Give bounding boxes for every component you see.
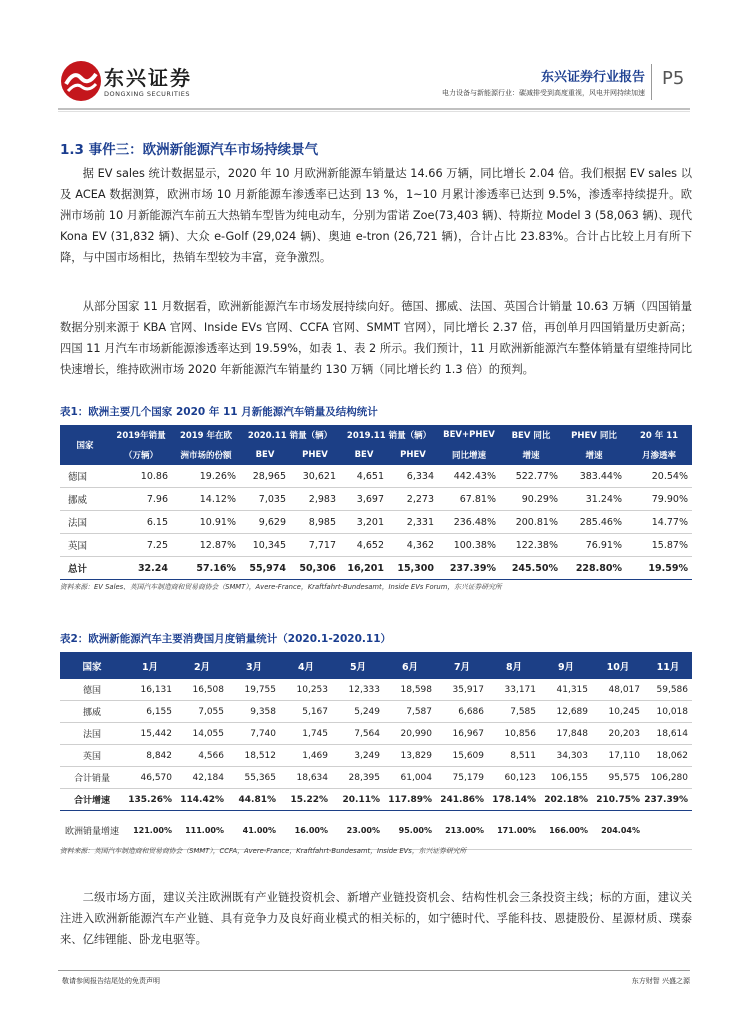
table2-cell: 12,333: [332, 679, 384, 701]
table1-row: [60, 465, 692, 488]
report-subtitle: 电力设备与新能源行业：碳减排受到高度重视，风电并网持续加速: [442, 89, 645, 97]
table2-row-label: 德国: [60, 679, 124, 701]
table1-total-cell: 237.39%: [438, 557, 500, 580]
table1-header-cell: BEV: [240, 445, 290, 465]
table1-cell: 19.26%: [172, 465, 240, 488]
table2-cell: 18,614: [644, 723, 692, 745]
table1-header-row-1: [60, 425, 692, 445]
table2-growth-label: 合计增速: [60, 789, 124, 811]
table2-header-cell: 8月: [488, 652, 540, 679]
table1-row-label: 英国: [60, 534, 110, 557]
table1-header-cell: 20 年 11: [626, 425, 692, 445]
table1-cell: 30,621: [290, 465, 340, 488]
table1-cell: 31.24%: [562, 488, 626, 511]
table2-header-cell: 9月: [540, 652, 592, 679]
table1-total-cell: 57.16%: [172, 557, 240, 580]
table2-header-cell: 11月: [644, 652, 692, 679]
table1-cell: 10.91%: [172, 511, 240, 534]
table2-cell: 4,566: [176, 745, 228, 767]
report-title: 东兴证券行业报告: [540, 70, 645, 85]
table2-header-cell: 6月: [384, 652, 436, 679]
table2-header-cell: 10月: [592, 652, 644, 679]
table2-europe-cell: 166.00%: [540, 811, 592, 850]
table1-cell: 285.46%: [562, 511, 626, 534]
table1-cell: 8,985: [290, 511, 340, 534]
table1-row-label: 挪威: [60, 488, 110, 511]
table1-cell: 6.15: [110, 511, 172, 534]
table2-header-cell: 3月: [228, 652, 280, 679]
table1-cell: 7.96: [110, 488, 172, 511]
table2-cell: 42,184: [176, 767, 228, 789]
table1: [60, 425, 692, 580]
table2-header-cell: 1月: [124, 652, 176, 679]
table2-cell: 10,253: [280, 679, 332, 701]
table1-cell: 3,201: [340, 511, 388, 534]
table1-cell: 100.38%: [438, 534, 500, 557]
table1-cell: 12.87%: [172, 534, 240, 557]
table2-cell: 18,634: [280, 767, 332, 789]
table2-cell: 7,587: [384, 701, 436, 723]
table2-cell: 18,598: [384, 679, 436, 701]
table2-cell: 46,570: [124, 767, 176, 789]
table1-cell: 522.77%: [500, 465, 562, 488]
table1-total-cell: 19.59%: [626, 557, 692, 580]
table2-europe-label: 欧洲销量增速: [60, 811, 124, 850]
table1-header-cell: BEV: [340, 445, 388, 465]
table2-row: [60, 767, 692, 789]
table1-total-cell: 15,300: [388, 557, 438, 580]
table1-header-cell: 2019年销量: [110, 425, 172, 445]
table2-header-cell: 5月: [332, 652, 384, 679]
table1-cell: 200.81%: [500, 511, 562, 534]
table1-header-cell: BEV 同比: [500, 425, 562, 445]
table1-cell: 4,651: [340, 465, 388, 488]
logo-chinese-name: 东兴证券: [104, 66, 192, 90]
table2-cell: 15,442: [124, 723, 176, 745]
table2-europe-cell: 95.00%: [384, 811, 436, 850]
table1-header-cell: 增速: [562, 445, 626, 465]
table2-cell: 16,131: [124, 679, 176, 701]
paragraph-3: 二级市场方面，建议关注欧洲既有产业链投资机会、新增产业链投资机会、结构性机会三条投资主线；标的方面，建议关注进入欧洲新能源汽车产业链、具有竞争力及良好商业模式的相关标的，如宁德时代、孚能科技、恩捷股份、星源材质、璞泰来、亿纬锂能、卧龙电驱等。: [60, 891, 692, 946]
table1-cell: 28,965: [240, 465, 290, 488]
table2-cell: 10,245: [592, 701, 644, 723]
table2-cell: 14,055: [176, 723, 228, 745]
table2-cell: 95,575: [592, 767, 644, 789]
table1-total-row: [60, 557, 692, 580]
table1-header-row-2: [60, 445, 692, 465]
table2-growth-row: [60, 789, 692, 811]
footer-rule: [58, 970, 690, 971]
table2-europe-cell: 16.00%: [280, 811, 332, 850]
table2-europe-cell: 204.04%: [592, 811, 644, 850]
table2-cell: 10,018: [644, 701, 692, 723]
header-rule: [58, 108, 690, 110]
table2-cell: 6,155: [124, 701, 176, 723]
table2-title: 表2：欧洲新能源汽车主要消费国月度销量统计（2020.1-2020.11）: [60, 633, 392, 645]
table2-growth-cell: 178.14%: [488, 789, 540, 811]
table2-header-cell: 国家: [60, 652, 124, 679]
table2-europe-cell: 23.00%: [332, 811, 384, 850]
footer-disclaimer: 敬请参阅报告结尾处的免责声明: [62, 977, 160, 985]
table1-header-cell: 2019 年在欧: [172, 425, 240, 445]
table2-europe-cell: 213.00%: [436, 811, 488, 850]
table1-header-cell: 国家: [60, 425, 110, 465]
table2-cell: 5,249: [332, 701, 384, 723]
table1-cell: 122.38%: [500, 534, 562, 557]
table1-row-label: 德国: [60, 465, 110, 488]
table1-source: 资料来源：EV Sales、英国汽车制造商和贸易商协会（SMMT），Avere-France，Kraftfahrt-Bundesamt，Inside EVs Forum，东兴证券研究所: [60, 583, 502, 591]
table1-cell: 236.48%: [438, 511, 500, 534]
table2-cell: 15,609: [436, 745, 488, 767]
table1-cell: 7,717: [290, 534, 340, 557]
table2-cell: 8,511: [488, 745, 540, 767]
table1-header-cell: 同比增速: [438, 445, 500, 465]
table2-row: [60, 745, 692, 767]
table1-cell: 10.86: [110, 465, 172, 488]
table2-header-cell: 7月: [436, 652, 488, 679]
table2-cell: 106,155: [540, 767, 592, 789]
table1-total-cell: 245.50%: [500, 557, 562, 580]
table1-cell: 4,652: [340, 534, 388, 557]
table1-row: [60, 511, 692, 534]
table1-header-cell: BEV+PHEV: [438, 425, 500, 445]
table1-cell: 6,334: [388, 465, 438, 488]
table2: [60, 652, 692, 850]
table1-cell: 20.54%: [626, 465, 692, 488]
table2-cell: 75,179: [436, 767, 488, 789]
table2-cell: 18,512: [228, 745, 280, 767]
table2-cell: 20,990: [384, 723, 436, 745]
table2-cell: 18,062: [644, 745, 692, 767]
table2-growth-cell: 15.22%: [280, 789, 332, 811]
table2-cell: 55,365: [228, 767, 280, 789]
page-number: P5: [662, 68, 685, 89]
table1-total-label: 总计: [60, 557, 110, 580]
table1-cell: 14.77%: [626, 511, 692, 534]
table1-header-cell: 2020.11 销量（辆）: [240, 425, 340, 445]
table2-cell: 48,017: [592, 679, 644, 701]
table2-source: 资料来源：英国汽车制造商和贸易商协会（SMMT），CCFA，Avere-France，Kraftfahrt-Bundesamt，Inside EVs，东兴证券研究所: [60, 847, 467, 855]
table2-europe-cell: [644, 811, 692, 850]
table1-header-cell: 洲市场的份额: [172, 445, 240, 465]
table2-cell: 7,740: [228, 723, 280, 745]
table2-europe-cell: 41.00%: [228, 811, 280, 850]
table2-growth-cell: 114.42%: [176, 789, 228, 811]
table2-row-label: 挪威: [60, 701, 124, 723]
table2-row: [60, 723, 692, 745]
table2-europe-cell: 171.00%: [488, 811, 540, 850]
table2-cell: 16,967: [436, 723, 488, 745]
table1-cell: 67.81%: [438, 488, 500, 511]
table2-cell: 19,755: [228, 679, 280, 701]
table1-row: [60, 534, 692, 557]
table2-cell: 17,110: [592, 745, 644, 767]
table1-cell: 76.91%: [562, 534, 626, 557]
table2-row-label: 法国: [60, 723, 124, 745]
table2-cell: 12,689: [540, 701, 592, 723]
table1-cell: 442.43%: [438, 465, 500, 488]
table2-europe-cell: 121.00%: [124, 811, 176, 850]
table2-header-cell: 4月: [280, 652, 332, 679]
table2-cell: 16,508: [176, 679, 228, 701]
table1-cell: 2,983: [290, 488, 340, 511]
table2-growth-cell: 117.89%: [384, 789, 436, 811]
table2-cell: 1,745: [280, 723, 332, 745]
table2-cell: 7,585: [488, 701, 540, 723]
header-rule-thin: [58, 111, 690, 112]
table1-cell: 90.29%: [500, 488, 562, 511]
section-title: 1.3 事件三：欧洲新能源汽车市场持续景气: [60, 142, 319, 158]
table1-total-cell: 16,201: [340, 557, 388, 580]
table2-row: [60, 701, 692, 723]
table1-cell: 14.12%: [172, 488, 240, 511]
footer-slogan: 东方财智 兴盛之源: [631, 977, 690, 985]
table1-row: [60, 488, 692, 511]
paragraph-2: 从部分国家 11 月数据看，欧洲新能源汽车市场发展持续向好。德国、挪威、法国、英国合计销量 10.63 万辆（四国销量数据分别来源于 KBA 官网、Inside EVs 官网、CCFA 官网、SMMT 官网），同比增长 2.37 倍，再创单月四国销量历史新高；四国 11 月汽车市场新能源渗透率达到 19.59%，如表 1、表 2 所示。我们预计，11 月欧洲新能源汽车整体销量有望维持同比快速增长，维持欧洲市场 2020 年新能源汽车销量约 130 万辆（同比增长约 1.3 倍）的预判。: [60, 300, 692, 376]
table2-growth-cell: 210.75%: [592, 789, 644, 811]
table2-row-label: 英国: [60, 745, 124, 767]
table1-cell: 7.25: [110, 534, 172, 557]
table1-cell: 10,345: [240, 534, 290, 557]
table1-total-cell: 32.24: [110, 557, 172, 580]
table2-cell: 20,203: [592, 723, 644, 745]
paragraph-1: 据 EV sales 统计数据显示，2020 年 10 月欧洲新能源车销量达 14.66 万辆，同比增长 2.04 倍。我们根据 EV sales 以及 ACEA 数据测算，欧洲市场 10 月新能源车渗透率已达到 13 %，1~10 月累计渗透率已达到 9.5%，渗透率持续提升。欧洲市场前 10 月新能源汽车前五大热销车型皆为纯电动车，分别为雷诺 Zoe(73,403 辆)、特斯拉 Model 3 (58,063 辆)、现代 Kona EV (31,832 辆)、大众 e-Golf (29,024 辆)、奥迪 e-tron (26,721 辆)，合计占比 23.83%。合计占比较上月有所下降，与中国市场相比，热销车型较为丰富，竞争激烈。: [60, 167, 692, 264]
table1-header-cell: PHEV: [388, 445, 438, 465]
dongxing-logo-icon: [60, 60, 102, 102]
table2-growth-cell: 44.81%: [228, 789, 280, 811]
table2-europe-cell: 111.00%: [176, 811, 228, 850]
table1-cell: 3,697: [340, 488, 388, 511]
table2-cell: 9,358: [228, 701, 280, 723]
table1-header-cell: 月渗透率: [626, 445, 692, 465]
table1-header-cell: PHEV: [290, 445, 340, 465]
table2-cell: 8,842: [124, 745, 176, 767]
table2-cell: 7,564: [332, 723, 384, 745]
table2-cell: 41,315: [540, 679, 592, 701]
table1-header-cell: 2019.11 销量（辆）: [340, 425, 438, 445]
table2-growth-cell: 241.86%: [436, 789, 488, 811]
table2-cell: 33,171: [488, 679, 540, 701]
table2-header-cell: 2月: [176, 652, 228, 679]
table2-growth-cell: 237.39%: [644, 789, 692, 811]
table1-cell: 383.44%: [562, 465, 626, 488]
table2-cell: 61,004: [384, 767, 436, 789]
table1-title: 表1：欧洲主要几个国家 2020 年 11 月新能源汽车销量及结构统计: [60, 406, 378, 418]
table1-header-cell: PHEV 同比: [562, 425, 626, 445]
table1-cell: 2,273: [388, 488, 438, 511]
table2-growth-cell: 202.18%: [540, 789, 592, 811]
table2-europe-row: [60, 811, 692, 850]
table2-growth-cell: 135.26%: [124, 789, 176, 811]
table2-cell: 5,167: [280, 701, 332, 723]
table2-header-row: [60, 652, 692, 679]
table1-header-cell: 增速: [500, 445, 562, 465]
table2-cell: 6,686: [436, 701, 488, 723]
table1-cell: 7,035: [240, 488, 290, 511]
table2-cell: 35,917: [436, 679, 488, 701]
table2-growth-cell: 20.11%: [332, 789, 384, 811]
table1-cell: 4,362: [388, 534, 438, 557]
table1-cell: 2,331: [388, 511, 438, 534]
table1-header-cell: （万辆）: [110, 445, 172, 465]
table1-cell: 9,629: [240, 511, 290, 534]
table2-cell: 13,829: [384, 745, 436, 767]
table1-row-label: 法国: [60, 511, 110, 534]
table1-cell: 15.87%: [626, 534, 692, 557]
table1-total-cell: 55,974: [240, 557, 290, 580]
table2-row-label: 合计销量: [60, 767, 124, 789]
table1-total-cell: 50,306: [290, 557, 340, 580]
table2-cell: 7,055: [176, 701, 228, 723]
table1-total-cell: 228.80%: [562, 557, 626, 580]
table2-cell: 59,586: [644, 679, 692, 701]
table2-cell: 28,395: [332, 767, 384, 789]
header-divider: [651, 64, 652, 100]
table2-cell: 17,848: [540, 723, 592, 745]
table2-cell: 60,123: [488, 767, 540, 789]
table2-cell: 3,249: [332, 745, 384, 767]
logo-english-name: DONGXING SECURITIES: [104, 90, 190, 98]
table1-cell: 79.90%: [626, 488, 692, 511]
table2-cell: 1,469: [280, 745, 332, 767]
table2-row: [60, 679, 692, 701]
table2-cell: 10,856: [488, 723, 540, 745]
table2-cell: 106,280: [644, 767, 692, 789]
table2-cell: 34,303: [540, 745, 592, 767]
